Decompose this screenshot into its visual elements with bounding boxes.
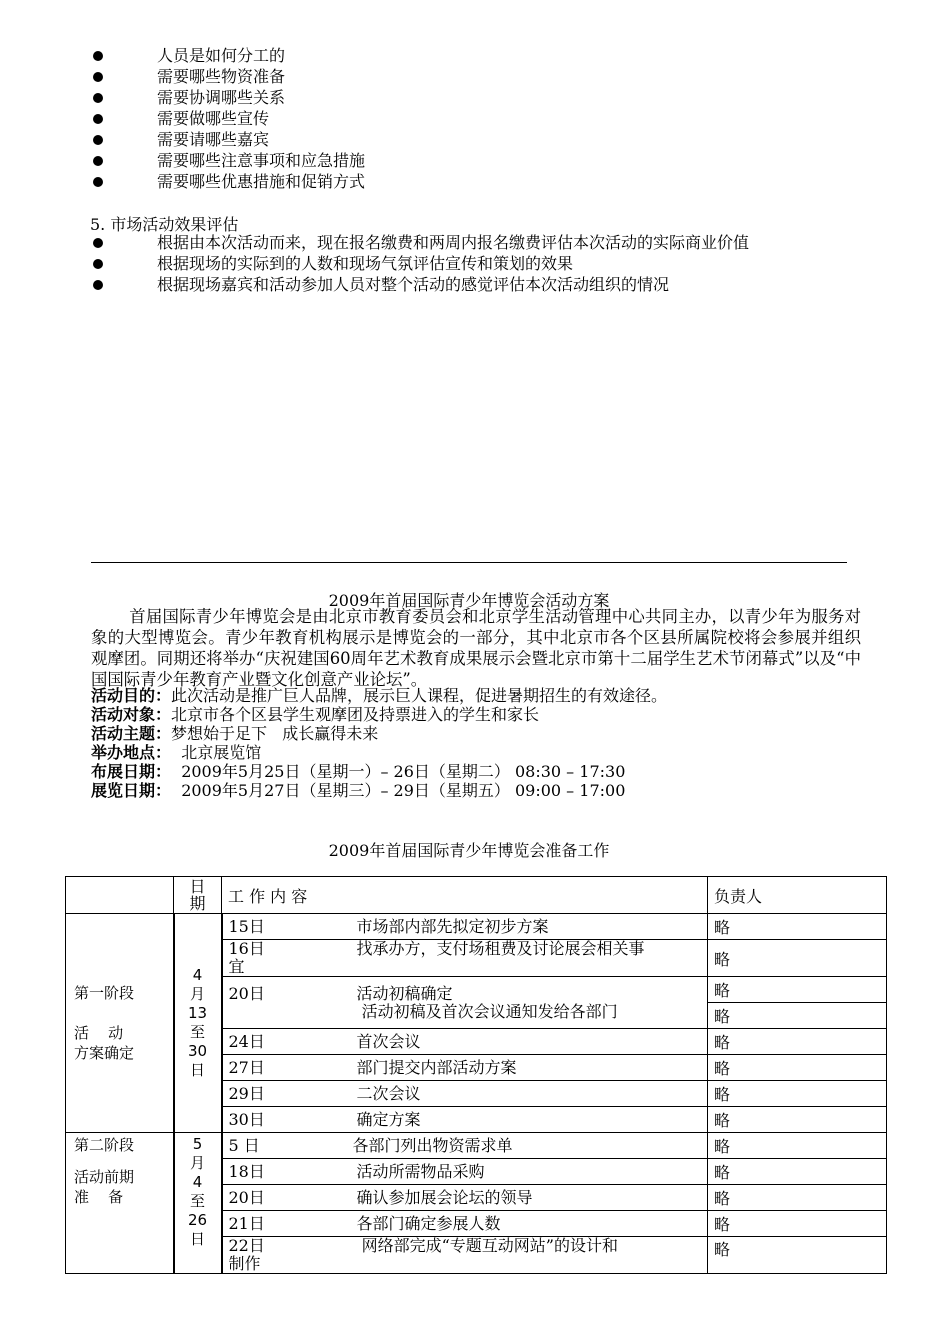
work-cell: 15日 市场部内部先拟定初步方案 [222,914,708,940]
info-theme: 活动主题：梦想始于足下 成长赢得未来 [91,724,379,743]
info-exhibition-dates: 展览日期： 2009年5月27日（星期三）– 29日（星期五） 09:00 – 17:00 [91,781,626,800]
list-item: 根据现场嘉宾和活动参加人员对整个活动的感觉评估本次活动组织的情况 [90,274,749,295]
stage1-date-range: 4 月 13 至 30 日 [174,914,222,1133]
owner-cell: 略 [708,1081,887,1107]
owner-cell: 略 [708,914,887,940]
info-venue: 举办地点： 北京展览馆 [91,743,262,762]
list-item: 需要请哪些嘉宾 [90,129,365,150]
bullet-icon [93,114,103,124]
bullet-icon [93,72,103,82]
list-item: 需要哪些物资准备 [90,66,365,87]
work-cell: 20日 活动初稿确定 活动初稿及首次会议通知发给各部门 [222,977,708,1029]
work-cell: 21日 各部门确定参展人数 [222,1211,708,1237]
work-cell: 16日 找承办方，支付场租费及讨论展会相关事 宜 [222,940,708,977]
info-purpose: 活动目的：此次活动是推广巨人品牌，展示巨人课程，促进暑期招生的有效途径。 [91,686,668,705]
stage1-name: 第一阶段 活 动 方案确定 [66,914,174,1133]
bullet-icon [93,177,103,187]
work-cell: 5 日 各部门列出物资需求单 [222,1133,708,1159]
list-item: 需要哪些优惠措施和促销方式 [90,171,365,192]
header-owner: 负责人 [708,877,887,914]
plan-title: 2009年首届国际青少年博览会活动方案 [328,591,610,610]
owner-cell: 略 [708,1159,887,1185]
owner-cell: 略 [708,1055,887,1081]
bullet-icon [93,259,103,269]
bullet-icon [93,238,103,248]
header-stage [66,877,174,914]
work-cell: 18日 活动所需物品采购 [222,1159,708,1185]
owner-cell: 略 [708,1237,887,1274]
page-divider [91,562,847,563]
info-audience: 活动对象：北京市各个区县学生观摩团及持票进入的学生和家长 [91,705,540,724]
table-row [66,1133,887,1159]
owner-cell: 略 [708,1185,887,1211]
owner-cell: 略 [708,940,887,977]
list-item: 根据由本次活动而来，现在报名缴费和两周内报名缴费评估本次活动的实际商业价值 [90,232,749,253]
owner-cell: 略 [708,1107,887,1133]
stage2-date-range: 5 月 4 至 26 日 [174,1133,222,1274]
owner-cell: 略 [708,1133,887,1159]
evaluation-bullet-list [90,232,749,295]
prep-table [65,876,887,1274]
header-date: 日期 [174,877,222,914]
section-heading: 5. 市场活动效果评估 [90,215,239,234]
header-work: 工 作 内 容 [222,877,708,914]
work-cell: 24日 首次会议 [222,1029,708,1055]
work-cell: 30日 确定方案 [222,1107,708,1133]
owner-cell: 略 [708,1029,887,1055]
bullet-icon [93,280,103,290]
info-setup-dates: 布展日期： 2009年5月25日（星期一）– 26日（星期二） 08:30 – 17:30 [91,762,626,781]
owner-cell: 略 [708,1003,887,1029]
work-cell: 29日 二次会议 [222,1081,708,1107]
top-bullet-list [90,45,365,192]
owner-cell: 略 [708,1211,887,1237]
table-row [66,914,887,940]
list-item: 人员是如何分工的 [90,45,365,66]
work-cell: 20日 确认参加展会论坛的领导 [222,1185,708,1211]
bullet-icon [93,93,103,103]
bullet-icon [93,156,103,166]
intro-paragraph: 首届国际青少年博览会是由北京市教育委员会和北京学生活动管理中心共同主办，以青少年为服务对象的大型博览会。青少年教育机构展示是博览会的一部分，其中北京市各个区县所属院校将会参展并组织观摩团。同期还将举办“庆祝建国60周年艺术教育成果展示会暨北京市第十二届学生艺术节闭幕式”以及“中国国际青少年教育产业暨文化创意产业论坛”。 [91,607,861,689]
work-cell: 22日 网络部完成“专题互动网站”的设计和 制作 [222,1237,708,1274]
stage2-name: 第二阶段 活动前期 准 备 [66,1133,174,1274]
prep-title: 2009年首届国际青少年博览会准备工作 [328,841,610,860]
list-item: 需要哪些注意事项和应急措施 [90,150,365,171]
list-item: 根据现场的实际到的人数和现场气氛评估宣传和策划的效果 [90,253,749,274]
bullet-icon [93,135,103,145]
work-cell: 27日 部门提交内部活动方案 [222,1055,708,1081]
list-item: 需要做哪些宣传 [90,108,365,129]
table-header-row [66,877,887,914]
list-item: 需要协调哪些关系 [90,87,365,108]
bullet-icon [93,51,103,61]
owner-cell: 略 [708,977,887,1003]
